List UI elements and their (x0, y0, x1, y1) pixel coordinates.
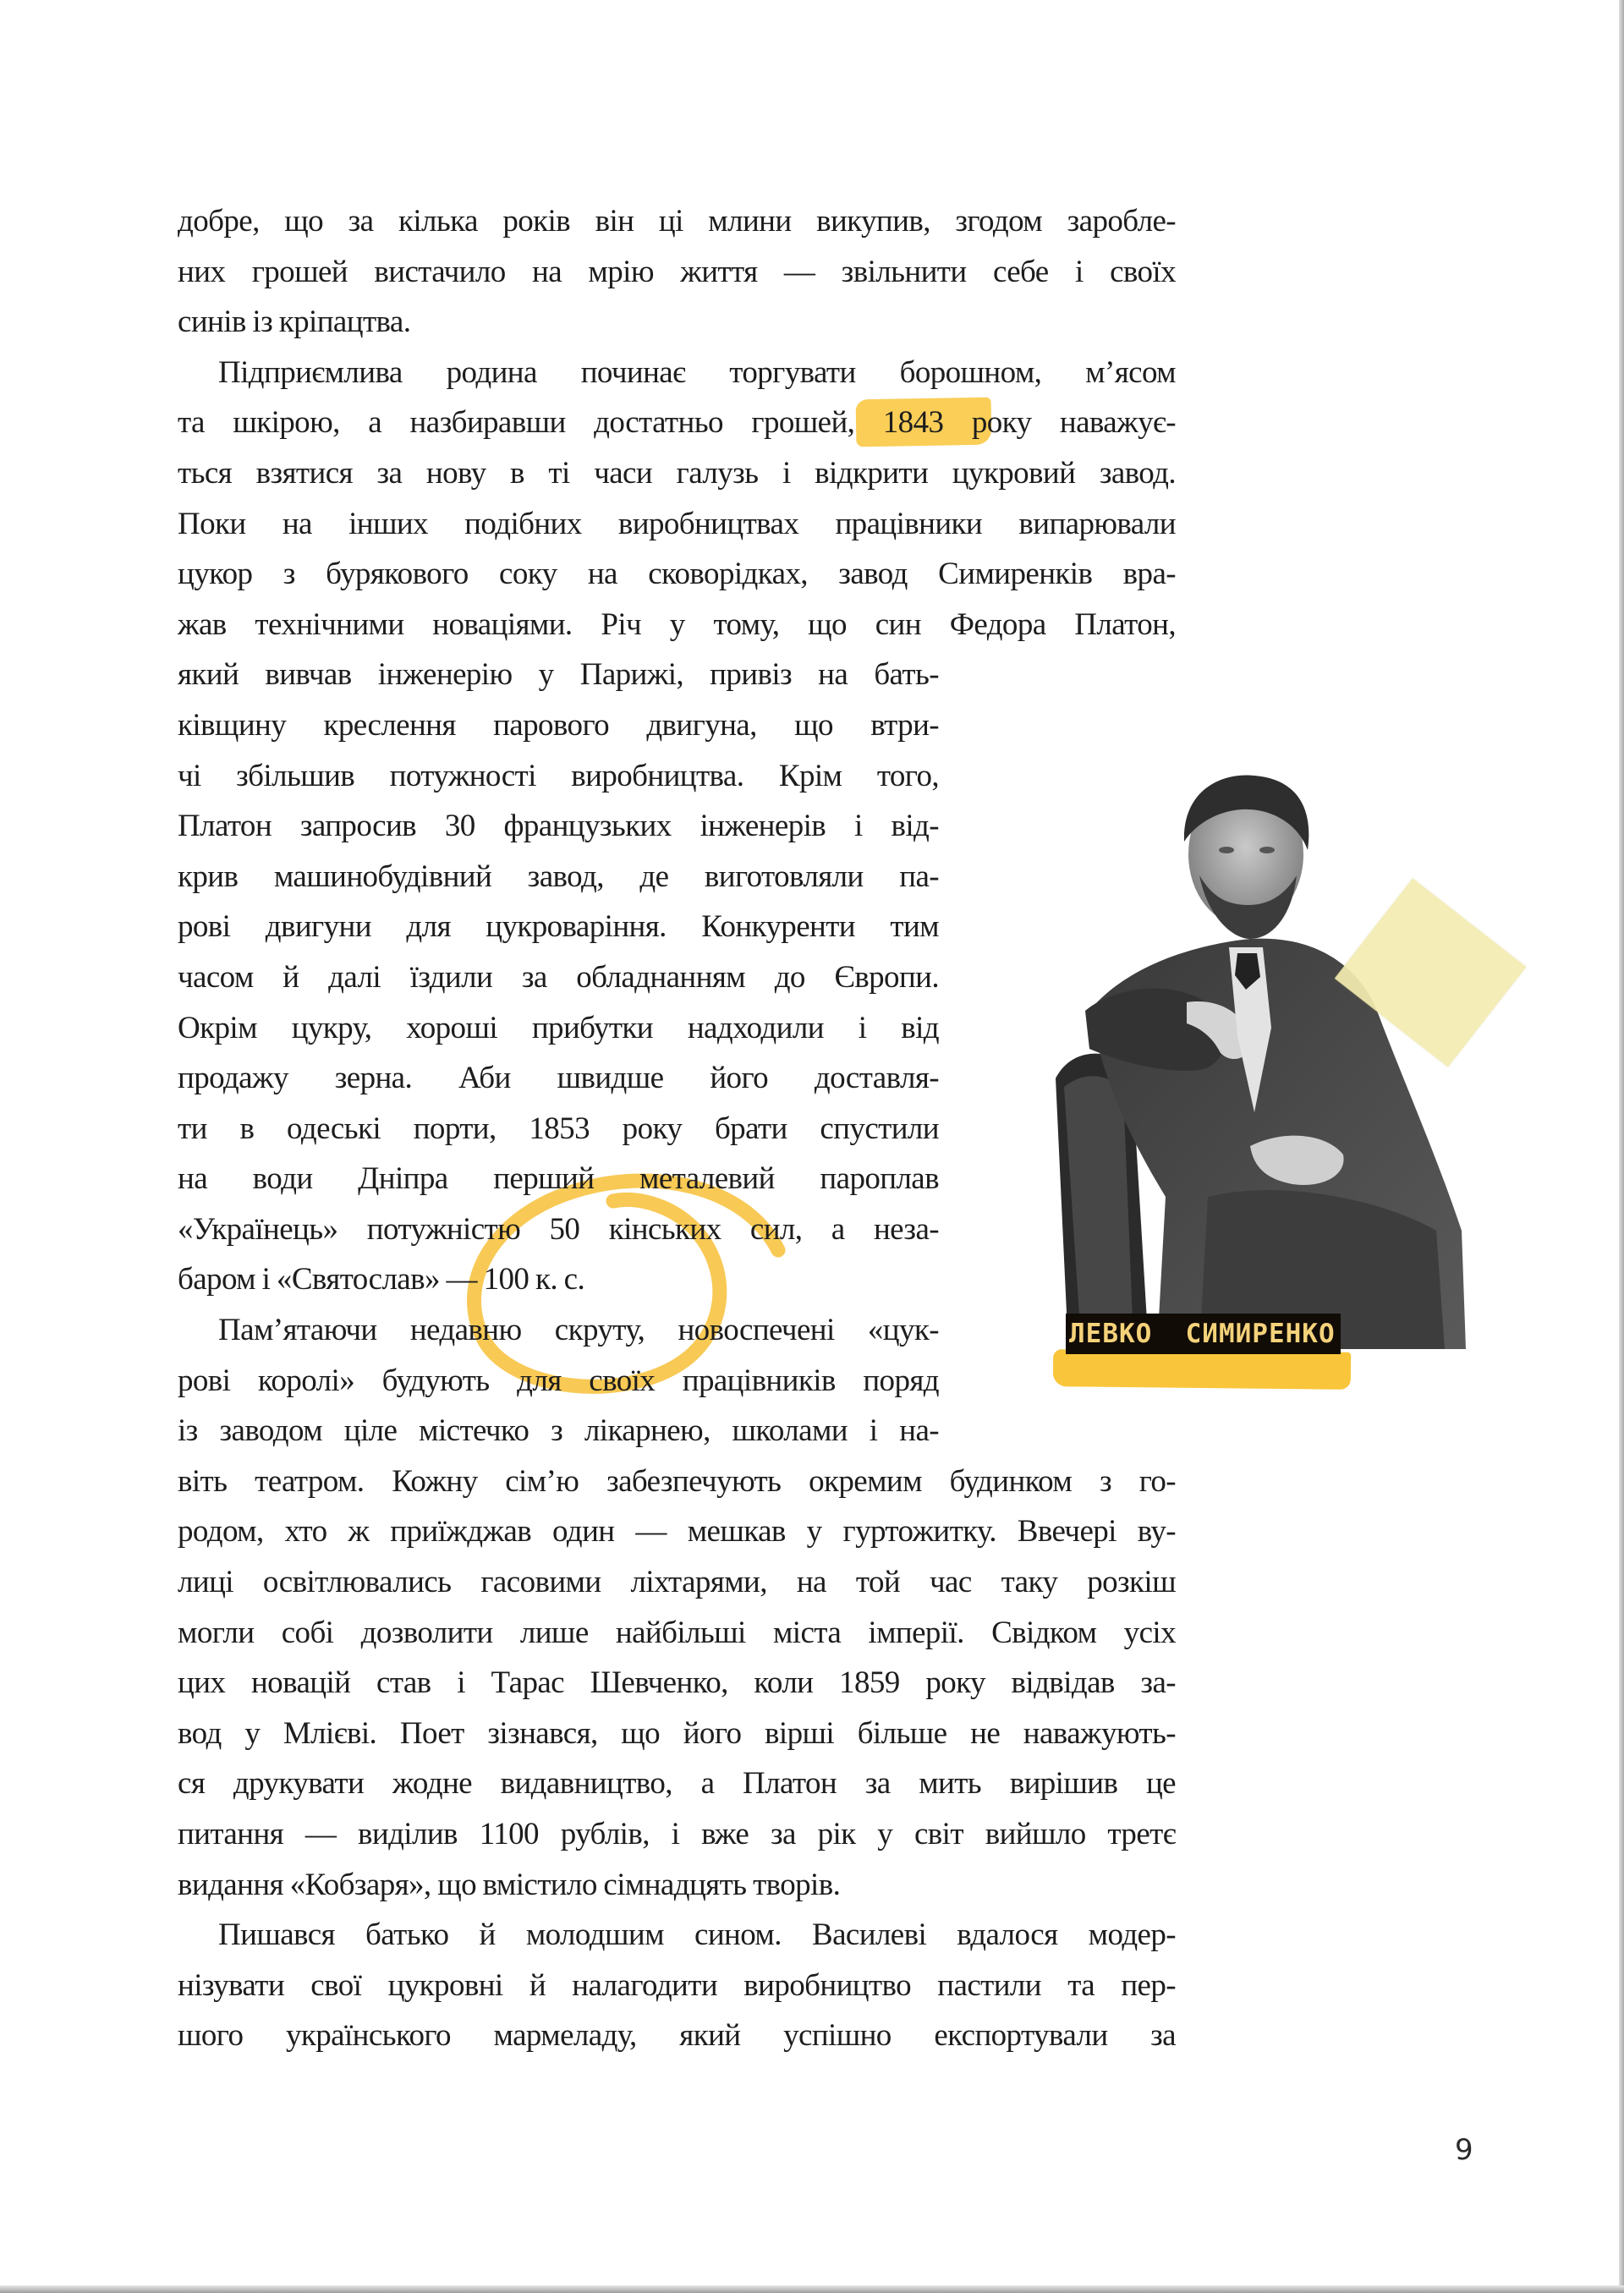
text-line: на води Дніпра перший металевий пароплав (178, 1161, 939, 1197)
text-line: них грошей вистачило на мрію життя — звільнити себе і своїх (178, 254, 1176, 289)
page-number: 9 (1455, 2133, 1473, 2167)
text-line: чі збільшив потужності виробництва. Крім того, (178, 758, 939, 793)
text-line: цих новацій став і Тарас Шевченко, коли 1859 року відвідав за- (178, 1665, 1176, 1701)
text-line: шого українського мармеладу, який успішно експортували за (178, 2018, 1176, 2054)
text-line: рові двигуни для цукроваріння. Конкуренти тим (178, 909, 939, 945)
photo-caption: ЛЕВКО СИМИРЕНКО (1066, 1314, 1341, 1354)
text-line: Поки на інших подібних виробництвах працівники випарювали (178, 506, 1176, 541)
text-line: «Українець» потужністю 50 кінських сил, а неза- (178, 1211, 939, 1247)
text-line: Пам’ятаючи недавню скруту, новоспечені «цук- (218, 1313, 939, 1348)
text-line: ся друкувати жодне видавництво, а Платон за мить вирішив це (178, 1766, 1176, 1802)
text-line: ться взятися за нову в ті часи галузь і відкрити цукровий завод. (178, 455, 1176, 491)
page-edge-bottom (0, 2285, 1624, 2293)
text-line: цукор з бурякового соку на сковорідках, завод Симиренків вра- (178, 557, 1176, 592)
text-line: добре, що за кілька років він ці млини викупив, згодом зароблe- (178, 204, 1176, 239)
text-line: родом, хто ж приїжджав один — мешкав у гуртожитку. Ввечері ву- (178, 1514, 1176, 1550)
text-line: могли собі дозволити лише найбільші міста імперії. Свідком усіх (178, 1615, 1176, 1650)
text-line: питання — виділив 1100 рублів, і вже за рік у світ вийшло третє (178, 1817, 1176, 1851)
text-line: баром і «Святослав» — 100 к. с. (178, 1262, 585, 1297)
text-line: Платон запросив 30 французьких інженерів і від- (178, 809, 939, 844)
text-line: та шкірою, а назбиравши достатньо грошей, 1843 року наважує- (178, 405, 1176, 441)
text-line: Пишався батько й молодшим сином. Василеві вдалося модер- (218, 1917, 1176, 1953)
text-line: жав технічними новаціями. Річ у тому, що син Федора Платон, (178, 606, 1176, 642)
caption-highlight (1053, 1349, 1351, 1390)
body-text (178, 196, 1176, 2061)
text-line: синів із кріпацтва. (178, 304, 411, 340)
text-line: крив машинобудівний завод, де виготовляли па- (178, 859, 939, 894)
text-line: продажу зерна. Аби швидше його доставля- (178, 1061, 939, 1096)
text-line: лиці освітлювались гасовими ліхтарями, на той час таку розкіш (178, 1565, 1176, 1600)
text-line: Окрім цукру, хороші прибутки надходили і від (178, 1010, 939, 1045)
text-line: Підприємлива родина починає торгувати борошном, м’ясом (218, 354, 1176, 390)
text-line: вод у Млієві. Поет зізнався, що його вірші більше не наважують- (178, 1715, 1176, 1751)
text-line: який вивчав інженерію у Парижі, привіз на бать- (178, 657, 939, 693)
page-edge-right (1619, 0, 1624, 2293)
text-line: віть театром. Кожну сім’ю забезпечують окремим будинком з го- (178, 1463, 1176, 1499)
text-line: часом й далі їздили за обладнанням до Європи. (178, 959, 939, 995)
text-line: рові королі» будують для своїх працівників поряд (178, 1363, 939, 1398)
text-line: ти в одеські порти, 1853 року брати спустили (178, 1111, 939, 1146)
text-line: ківщину креслення парового двигуна, що втри- (178, 707, 939, 743)
text-line: із заводом ціле містечко з лікарнею, школами і на- (178, 1413, 939, 1449)
text-line: видання «Кобзаря», що вмістило сімнадцять творів. (178, 1867, 841, 1902)
text-line: нізувати свої цукровні й налагодити виробництво пастили та пер- (178, 1967, 1176, 2003)
